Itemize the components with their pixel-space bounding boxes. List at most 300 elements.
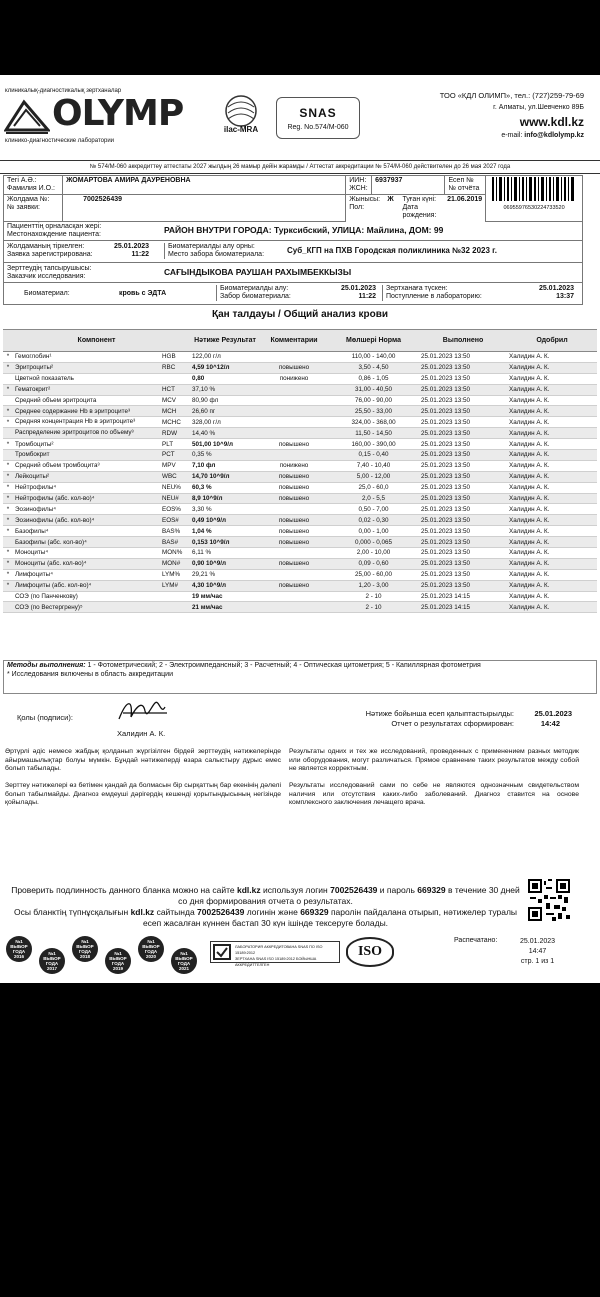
comment: [260, 602, 328, 613]
marker: [3, 373, 13, 384]
marker: *: [3, 558, 13, 569]
norm-range: 160,00 - 390,00: [328, 439, 419, 450]
component-code: PCT: [160, 450, 190, 461]
marker: *: [3, 417, 13, 428]
lab-report-page: [0, 75, 600, 983]
col-component: Компонент: [3, 330, 190, 352]
result-value: 14,70 10^9/л: [190, 471, 260, 482]
patient-iin: 6937937: [372, 176, 445, 195]
approved-by: Халидин А. К.: [507, 439, 597, 450]
olymp-logo: OLYMP: [52, 93, 184, 134]
table-row: [3, 548, 597, 559]
snas-badge: [276, 97, 360, 139]
comment: повышено: [260, 515, 328, 526]
component-code: BAS#: [160, 537, 190, 548]
norm-range: 0,50 - 7,00: [328, 504, 419, 515]
comment: понижено: [260, 373, 328, 384]
comment: [260, 417, 328, 428]
result-value: 0,35 %: [190, 450, 260, 461]
lab-name-kz: клиникалық-диагностикалық зертханалар: [5, 88, 122, 94]
component-name: Эозинофилы⁴: [13, 504, 160, 515]
registration-row: Жолдаманың тіркелген: Заявка зарегистрирована: 25.01.2023 11:22 Биоматериалды алу орны: Место забора биоматериала: Суб_КГП на ПХВ Городская поликлиника №32 2023 г.: [3, 241, 583, 263]
result-value: 60,3 %: [190, 482, 260, 493]
norm-range: 0,09 - 0,60: [328, 558, 419, 569]
component-code: MCHC: [160, 417, 190, 428]
marker: [3, 591, 13, 602]
col-approved: Одобрил: [507, 330, 597, 352]
result-value: 4,30 10^9/л: [190, 580, 260, 591]
iso-logo: ISO: [346, 937, 394, 967]
marker: [3, 602, 13, 613]
methods-label: Методы выполнения:: [7, 662, 86, 669]
approved-by: Халидин А. К.: [507, 428, 597, 439]
table-row: [3, 493, 597, 504]
marker: [3, 450, 13, 461]
done-time: 25.01.2023 13:50: [419, 558, 507, 569]
name-label: Тегі А.Ә.: Фамилия И.О.:: [4, 176, 63, 195]
location-row: Пациенттің орналасқан жері: Местонахождение пациента: РАЙОН ВНУТРИ ГОРОДА: Турксибский, УЛИЦА: Майлина, ДОМ: 99: [3, 221, 583, 241]
comment: [260, 395, 328, 406]
accreditation-line: № 574/М-060 аккредиттеу аттестаты 2027 жылдың 26 мамыр дейін жарамды / Аттестат аккредитации № 574/М-060 действителен до 26 мая 2027 года: [0, 160, 600, 174]
disclaimer-kz-2: Зерттеу нәтижелері өз бетімен қандай да болмасын бір сырқаттың бар екенінің дәлелі болып табылмайды. Диагноз емдеуші дәрігердің кешенді қорытындысының негізінде қойылады.: [5, 782, 281, 806]
comment: повышено: [260, 580, 328, 591]
approved-by: Халидин А. К.: [507, 471, 597, 482]
result-value: 29,21 %: [190, 569, 260, 580]
component-name: Лимфоциты (абс. кол-во)⁴: [13, 580, 160, 591]
result-value: 14,40 %: [190, 428, 260, 439]
component-name: Среднее содержание Hb в эритроците³: [13, 406, 160, 417]
col-norm: Мөлшері Норма: [328, 330, 419, 352]
component-name: СОЭ (по Панченкову): [13, 591, 160, 602]
component-code: MON%: [160, 548, 190, 559]
done-time: 25.01.2023 13:50: [419, 537, 507, 548]
email-link[interactable]: info@kdlolymp.kz: [524, 132, 584, 139]
table-row: [3, 591, 597, 602]
result-value: 0,90 10^9/л: [190, 558, 260, 569]
component-code: [160, 602, 190, 613]
ready-time: 14:42: [540, 719, 560, 728]
olymp-emblem-icon: [4, 96, 50, 136]
approved-by: Халидин А. К.: [507, 526, 597, 537]
patient-name: ЖОМАРТОВА АМИРА ДАУРЕНОВНА: [63, 176, 346, 195]
norm-range: 25,00 - 60,00: [328, 569, 419, 580]
done-time: 25.01.2023 13:50: [419, 406, 507, 417]
table-row: [3, 362, 597, 373]
verify-login: 7002526439: [330, 885, 378, 895]
requester-name: САҒЫНДЫКОВА РАУШАН РАХЫМБЕККЫЗЫ: [164, 267, 352, 277]
approved-by: Халидин А. К.: [507, 558, 597, 569]
comment: повышено: [260, 493, 328, 504]
biomaterial-row: Биоматериал: кровь с ЭДТА Биоматериалды алу: Забор биоматериала: 25.01.2023 11:22 Зертханаға түскен: Поступление в лабораторию: 25.01.2023 13:37: [3, 283, 583, 305]
table-row: [3, 417, 597, 428]
order-no: 7002526439: [63, 195, 346, 222]
report-title: Қан талдауы / Общий анализ крови: [211, 309, 389, 320]
component-code: [160, 373, 190, 384]
table-row: [3, 526, 597, 537]
marker: *: [3, 515, 13, 526]
done-time: 25.01.2023 14:15: [419, 602, 507, 613]
ready-label-ru: Отчет о результатах сформирован:: [391, 719, 514, 728]
component-code: RBC: [160, 362, 190, 373]
norm-range: 0,02 - 0,30: [328, 515, 419, 526]
component-name: Средняя концентрация Hb в эритроците³: [13, 417, 160, 428]
check-icon: [213, 944, 231, 960]
comment: [260, 548, 328, 559]
marker: *: [3, 580, 13, 591]
result-value: 0,49 10^9/л: [190, 515, 260, 526]
done-time: 25.01.2023 13:50: [419, 428, 507, 439]
disclaimer-kz-1: Әртүрлі әдіс немесе жабдық қолданып жүргізілген бірдей зерттеудің нәтижелерінде айырмашылықтар болуы мүмкін. Бұндай нәтижелерді өзара салыстыру дұрыс емес болып табылады.: [5, 748, 281, 772]
award-badge-icon: №1 ВЫБОР ГОДА 2016: [6, 936, 32, 962]
requester-row: Зерттеудің тапсырушысы: Заказчик исследования: САҒЫНДЫКОВА РАУШАН РАХЫМБЕККЫЗЫ: [3, 263, 583, 283]
norm-range: 5,00 - 12,00: [328, 471, 419, 482]
component-code: BAS%: [160, 526, 190, 537]
approved-by: Халидин А. К.: [507, 482, 597, 493]
table-row: [3, 504, 597, 515]
norm-range: 76,00 - 90,00: [328, 395, 419, 406]
arrival-time: 13:37: [556, 293, 574, 300]
comment: повышено: [260, 471, 328, 482]
table-row: [3, 471, 597, 482]
result-value: 501,00 10^9/л: [190, 439, 260, 450]
done-time: 25.01.2023 13:50: [419, 384, 507, 395]
done-time: 25.01.2023 13:50: [419, 548, 507, 559]
component-name: Тромбокрит: [13, 450, 160, 461]
signer-name: Халидин А. К.: [117, 729, 166, 738]
results-body: [3, 352, 597, 613]
norm-range: 2,00 - 10,00: [328, 548, 419, 559]
verify-password: 669329: [417, 885, 446, 895]
result-value: 0,153 10^9/л: [190, 537, 260, 548]
done-time: 25.01.2023 13:50: [419, 460, 507, 471]
norm-range: 2,0 - 5,5: [328, 493, 419, 504]
table-row: [3, 406, 597, 417]
accreditation-note: * Исследования включены в область аккредитации: [7, 670, 173, 678]
approved-by: Халидин А. К.: [507, 460, 597, 471]
comment: повышено: [260, 439, 328, 450]
done-time: 25.01.2023 13:50: [419, 504, 507, 515]
page-number: стр. 1 из 1: [520, 958, 555, 965]
signature-label: Қолы (подписи):: [17, 713, 73, 722]
verify-site[interactable]: kdl.kz: [236, 885, 261, 895]
marker: *: [3, 384, 13, 395]
award-badge-icon: №1 ВЫБОР ГОДА 2018: [72, 936, 98, 962]
result-value: 1,04 %: [190, 526, 260, 537]
col-comments: Комментарии: [260, 330, 328, 352]
reg-date: 25.01.2023: [114, 243, 150, 250]
approved-by: Халидин А. К.: [507, 569, 597, 580]
comment: повышено: [260, 362, 328, 373]
approved-by: Халидин А. К.: [507, 450, 597, 461]
component-code: RDW: [160, 428, 190, 439]
result-value: 26,60 пг: [190, 406, 260, 417]
barcode-icon: [491, 177, 577, 201]
component-code: MPV: [160, 460, 190, 471]
norm-range: 110,00 - 140,00: [328, 352, 419, 363]
table-row: [3, 395, 597, 406]
done-time: 25.01.2023 13:50: [419, 450, 507, 461]
done-time: 25.01.2023 13:50: [419, 569, 507, 580]
comment: [260, 450, 328, 461]
marker: *: [3, 352, 13, 363]
barcode: [486, 176, 583, 222]
take-date: 25.01.2023: [340, 285, 376, 292]
done-time: 25.01.2023 13:50: [419, 439, 507, 450]
component-name: Лимфоциты⁴: [13, 569, 160, 580]
reg-time: 11:22: [131, 251, 150, 258]
table-row: [3, 439, 597, 450]
disclaimer-ru-2: Результаты исследований сами по себе не являются однозначным свидетельством наличия или отсутствия каких-либо заболеваний. Диагноз ставится на основе комплексного заключения лечащего врача.: [289, 782, 579, 806]
report-no: 06955976530224733520: [503, 205, 565, 211]
component-name: Тромбоциты²: [13, 439, 160, 450]
table-row: [3, 373, 597, 384]
ilac-label: ilac-MRA: [223, 125, 259, 134]
component-code: LYM%: [160, 569, 190, 580]
component-code: NEU%: [160, 482, 190, 493]
norm-range: 25,50 - 33,00: [328, 406, 419, 417]
done-time: 25.01.2023 13:50: [419, 580, 507, 591]
result-value: 3,30 %: [190, 504, 260, 515]
done-time: 25.01.2023 13:50: [419, 362, 507, 373]
ready-date: 25.01.2023: [534, 709, 572, 718]
marker: *: [3, 482, 13, 493]
approved-by: Халидин А. К.: [507, 591, 597, 602]
done-time: 25.01.2023 13:50: [419, 515, 507, 526]
methods-block: [3, 660, 597, 694]
done-time: 25.01.2023 13:50: [419, 526, 507, 537]
printed-block: [520, 937, 555, 967]
table-row: [3, 515, 597, 526]
marker: *: [3, 493, 13, 504]
awards-row: [6, 932, 206, 976]
approved-by: Халидин А. К.: [507, 362, 597, 373]
lab-acc-ru: ЛАБОРАТОРИЯ АККРЕДИТОВАНА SNAS ПО ISO 15189:2012: [235, 945, 323, 955]
marker: *: [3, 362, 13, 373]
component-code: NEU#: [160, 493, 190, 504]
comment: [260, 428, 328, 439]
component-name: Цветной показатель: [13, 373, 160, 384]
result-value: 80,90 фл: [190, 395, 260, 406]
norm-range: 1,20 - 3,00: [328, 580, 419, 591]
comment: понижено: [260, 460, 328, 471]
done-time: 25.01.2023 13:50: [419, 471, 507, 482]
done-time: 25.01.2023 13:50: [419, 493, 507, 504]
norm-range: 2 - 10: [328, 602, 419, 613]
done-time: 25.01.2023 13:50: [419, 352, 507, 363]
approved-by: Халидин А. К.: [507, 352, 597, 363]
component-name: Нейтрофилы (абс. кол-во)⁴: [13, 493, 160, 504]
done-time: 25.01.2023 13:50: [419, 482, 507, 493]
snas-label: SNAS: [299, 105, 337, 120]
approved-by: Халидин А. К.: [507, 417, 597, 428]
table-row: [3, 602, 597, 613]
done-time: 25.01.2023 14:15: [419, 591, 507, 602]
result-value: 21 мм/час: [190, 602, 260, 613]
result-value: 37,10 %: [190, 384, 260, 395]
component-name: Моноциты (абс. кол-во)⁴: [13, 558, 160, 569]
comment: повышено: [260, 526, 328, 537]
qr-code: [528, 879, 570, 921]
component-name: Моноциты⁴: [13, 548, 160, 559]
company-phone: ТОО «КДЛ ОЛИМП», тел.: (727)259-79-69: [439, 91, 584, 100]
done-time: 25.01.2023 13:50: [419, 373, 507, 384]
table-row: [3, 569, 597, 580]
approved-by: Халидин А. К.: [507, 406, 597, 417]
norm-range: 25,0 - 60,0: [328, 482, 419, 493]
sample-place: Суб_КГП на ПХВ Городская поликлиника №32 2023 г.: [287, 246, 497, 255]
approved-by: Халидин А. К.: [507, 580, 597, 591]
result-value: 328,00 г/л: [190, 417, 260, 428]
component-name: Базофилы (абс. кол-во)⁴: [13, 537, 160, 548]
lab-accreditation-strip: [210, 941, 340, 967]
result-value: 8,9 10^9/л: [190, 493, 260, 504]
order-label: Жолдама №: № заявки:: [4, 195, 63, 222]
dob-label: Туған күні: Дата рождения:: [402, 196, 437, 219]
arrival-date: 25.01.2023: [538, 285, 574, 292]
marker: [3, 428, 13, 439]
table-row: [3, 537, 597, 548]
award-badge-icon: №1 ВЫБОР ГОДА 2019: [105, 948, 131, 974]
patient-dob: 21.06.2019: [447, 196, 483, 203]
methods-text: 1 - Фотометрический; 2 - Электроимпедансный; 3 - Расчетный; 4 - Оптическая цитометрия; 5 - Капиллярная фотометрия: [87, 662, 481, 669]
award-badge-icon: №1 ВЫБОР ГОДА 2021: [171, 948, 197, 974]
component-name: Средний объем эритроцита: [13, 395, 160, 406]
component-code: [160, 591, 190, 602]
norm-range: 2 - 10: [328, 591, 419, 602]
company-site[interactable]: www.kdl.kz: [519, 115, 584, 129]
table-row: [3, 558, 597, 569]
component-name: Нейтрофилы⁴: [13, 482, 160, 493]
norm-range: 3,50 - 4,50: [328, 362, 419, 373]
table-row: [3, 428, 597, 439]
component-name: Эритроциты²: [13, 362, 160, 373]
component-name: Лейкоциты²: [13, 471, 160, 482]
component-code: MON#: [160, 558, 190, 569]
snas-reg: Reg. No.574/M-060: [287, 123, 349, 131]
result-value: 6,11 %: [190, 548, 260, 559]
marker: *: [3, 439, 13, 450]
done-time: 25.01.2023 13:50: [419, 417, 507, 428]
award-badge-icon: №1 ВЫБОР ГОДА 2020: [138, 936, 164, 962]
component-code: WBC: [160, 471, 190, 482]
col-done: Выполнено: [419, 330, 507, 352]
ready-label-kz: Нәтиже бойынша есеп қалыптастырылды:: [365, 709, 514, 718]
result-value: 4,59 10^12/л: [190, 362, 260, 373]
award-badge-icon: №1 ВЫБОР ГОДА 2017: [39, 948, 65, 974]
approved-by: Халидин А. К.: [507, 602, 597, 613]
result-value: 0,80: [190, 373, 260, 384]
component-name: Средний объем тромбоцита³: [13, 460, 160, 471]
norm-range: 11,50 - 14,50: [328, 428, 419, 439]
marker: [3, 395, 13, 406]
lab-acc-kz: ЗЕРТХАНА SNAS ISO 15189:2012 БОЙЫНША АККРЕДИТТЕЛГЕН: [235, 957, 317, 967]
approved-by: Халидин А. К.: [507, 548, 597, 559]
comment: повышено: [260, 482, 328, 493]
norm-range: 31,00 - 40,50: [328, 384, 419, 395]
norm-range: 324,00 - 368,00: [328, 417, 419, 428]
comment: [260, 352, 328, 363]
comment: повышено: [260, 558, 328, 569]
contacts-block: [440, 90, 584, 142]
patient-sex: Ж: [387, 196, 394, 203]
component-name: Базофилы⁴: [13, 526, 160, 537]
component-code: HCT: [160, 384, 190, 395]
iin-label: ИИН: ЖСН:: [346, 176, 372, 195]
component-code: PLT: [160, 439, 190, 450]
comment: [260, 569, 328, 580]
approved-by: Халидин А. К.: [507, 384, 597, 395]
marker: *: [3, 471, 13, 482]
approved-by: Халидин А. К.: [507, 493, 597, 504]
done-time: 25.01.2023 13:50: [419, 395, 507, 406]
marker: *: [3, 504, 13, 515]
results-table: [3, 329, 597, 613]
lab-name-ru: клинико-диагностические лаборатории: [5, 138, 115, 144]
company-email: [440, 130, 584, 142]
verify-block: Проверить подлинность данного бланка можно на сайте kdl.kz используя логин 7002526439 и пароль 669329 в течение 30 дней со дня формирования отчета о результатах. Осы бланктің түпнұсқалығын kdl.kz сайтында 7002526439 логинін және 669329 паролін пайдалана отырып, нәтижелер туралы есеп жасалған күннен бастап 30 күн ішінде тексеруге болады.: [11, 885, 520, 928]
table-row: [3, 460, 597, 471]
printed-date: 25.01.2023: [520, 938, 556, 945]
ilac-badge: [212, 93, 270, 141]
component-name: Гемоглобин¹: [13, 352, 160, 363]
patient-location: РАЙОН ВНУТРИ ГОРОДА: Турксибский, УЛИЦА: Майлина, ДОМ: 99: [164, 225, 444, 235]
marker: *: [3, 406, 13, 417]
component-code: EOS%: [160, 504, 190, 515]
marker: *: [3, 569, 13, 580]
marker: *: [3, 548, 13, 559]
biomaterial-label: Биоматериал:: [24, 290, 70, 297]
component-name: СОЭ (по Вестергрену)⁵: [13, 602, 160, 613]
printed-time: 14:47: [528, 948, 547, 955]
email-label: e-mail:: [501, 132, 523, 139]
component-name: Распределение эритроцитов по объему³: [13, 428, 160, 439]
signature-image: [115, 697, 175, 725]
marker: *: [3, 460, 13, 471]
comment: повышено: [260, 537, 328, 548]
norm-range: 0,86 - 1,05: [328, 373, 419, 384]
component-code: MCH: [160, 406, 190, 417]
norm-range: 0,00 - 1,00: [328, 526, 419, 537]
approved-by: Халидин А. К.: [507, 515, 597, 526]
result-value: 19 мм/час: [190, 591, 260, 602]
approved-by: Халидин А. К.: [507, 504, 597, 515]
result-value: 7,10 фл: [190, 460, 260, 471]
norm-range: 7,40 - 10,40: [328, 460, 419, 471]
component-code: LYM#: [160, 580, 190, 591]
table-row: [3, 352, 597, 363]
table-row: [3, 450, 597, 461]
company-address: г. Алматы, ул.Шевченко 89Б: [493, 104, 584, 111]
sex-label: Жынысы: Пол:: [349, 196, 381, 211]
comment: [260, 384, 328, 395]
col-result: Нәтиже Результат: [190, 330, 260, 352]
comment: [260, 591, 328, 602]
table-row: [3, 580, 597, 591]
component-name: Эозинофилы (абс. кол-во)⁴: [13, 515, 160, 526]
take-time: 11:22: [358, 293, 376, 300]
component-name: Гематокрит²: [13, 384, 160, 395]
component-code: MCV: [160, 395, 190, 406]
norm-range: 0,15 - 0,40: [328, 450, 419, 461]
report-no-label: Есеп № № отчёта: [445, 176, 486, 195]
norm-range: 0,000 - 0,065: [328, 537, 419, 548]
approved-by: Халидин А. К.: [507, 395, 597, 406]
comment: [260, 504, 328, 515]
patient-info-table: [3, 175, 583, 222]
printed-label: Распечатано:: [454, 937, 498, 944]
approved-by: Халидин А. К.: [507, 537, 597, 548]
approved-by: Халидин А. К.: [507, 373, 597, 384]
